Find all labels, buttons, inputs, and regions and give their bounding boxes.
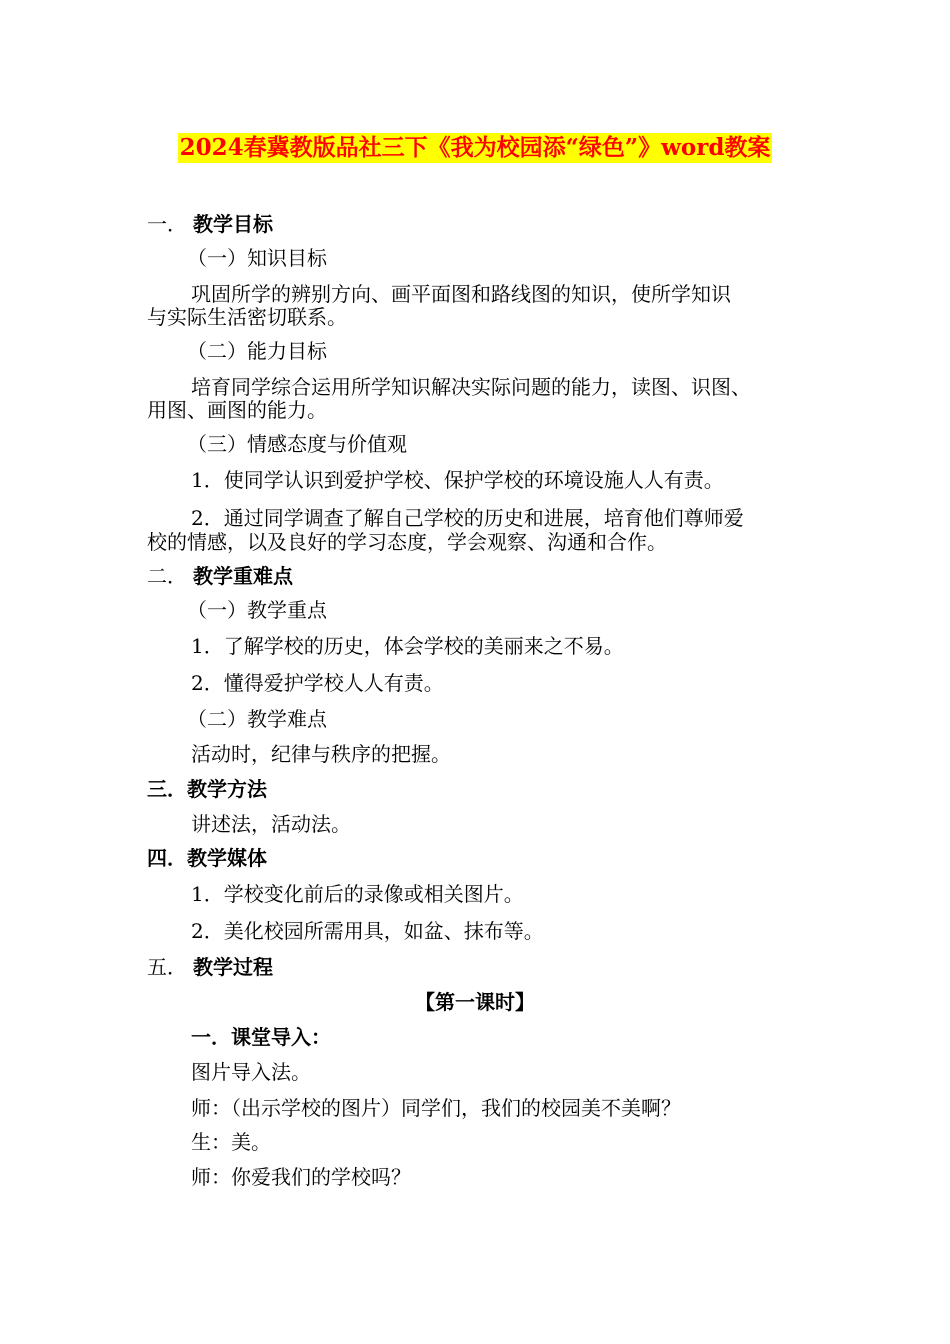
paragraph-line: 校的情感，以及良好的学习态度，学会观察、沟通和合作。 [147,530,667,554]
section-heading-media: 四．教学媒体 [147,846,267,870]
section-heading-key-points [147,563,837,589]
step-heading: 一．课堂导入： [191,1025,331,1049]
document-title: 2024春冀教版品社三下《我为校园添“绿色”》word教案 [179,134,771,161]
lesson-heading: 【第一课时】 [415,990,535,1014]
section-number: 一． [147,212,187,236]
paragraph-line: 与实际生活密切联系。 [147,305,347,329]
subheading-attitude: （三）情感态度与价值观 [187,432,407,456]
section-heading-objectives [147,211,837,237]
title-wrap [0,133,950,163]
list-item: 1．了解学校的历史，体会学校的美丽来之不易。 [191,634,624,658]
paragraph-line: 图片导入法。 [191,1060,311,1084]
paragraph-line: 活动时，纪律与秩序的把握。 [191,742,451,766]
section-heading-methods: 三．教学方法 [147,777,267,801]
dialogue-line: 生：美。 [191,1130,271,1154]
list-item: 1．使同学认识到爱护学校、保护学校的环境设施人人有责。 [191,468,724,492]
section-number: 二． [147,564,187,588]
list-item: 2．美化校园所需用具，如盆、抹布等。 [191,919,544,943]
list-item: 1．学校变化前后的录像或相关图片。 [191,882,524,906]
section-number: 五． [147,955,187,979]
subheading-knowledge: （一）知识目标 [187,246,327,270]
subheading-ability: （二）能力目标 [187,339,327,363]
section-label: 教学过程 [193,955,273,979]
section-label: 教学目标 [193,212,273,236]
section-label: 教学重难点 [193,564,293,588]
section-heading-process [147,954,837,980]
paragraph-line: 培育同学综合运用所学知识解决实际问题的能力，读图、识图、 [191,375,751,399]
dialogue-line: 师：你爱我们的学校吗？ [191,1165,411,1189]
list-item: 2．懂得爱护学校人人有责。 [191,671,444,695]
paragraph-line: 巩固所学的辨别方向、画平面图和路线图的知识，使所学知识 [191,282,731,306]
subheading-key: （一）教学重点 [187,598,327,622]
dialogue-line: 师：（出示学校的图片）同学们，我们的校园美不美啊？ [191,1096,681,1120]
paragraph-line: 讲述法，活动法。 [191,812,351,836]
list-item: 2．通过同学调查了解自己学校的历史和进展，培育他们尊师爱 [191,506,744,530]
paragraph-line: 用图、画图的能力。 [147,398,327,422]
subheading-difficulty: （二）教学难点 [187,707,327,731]
